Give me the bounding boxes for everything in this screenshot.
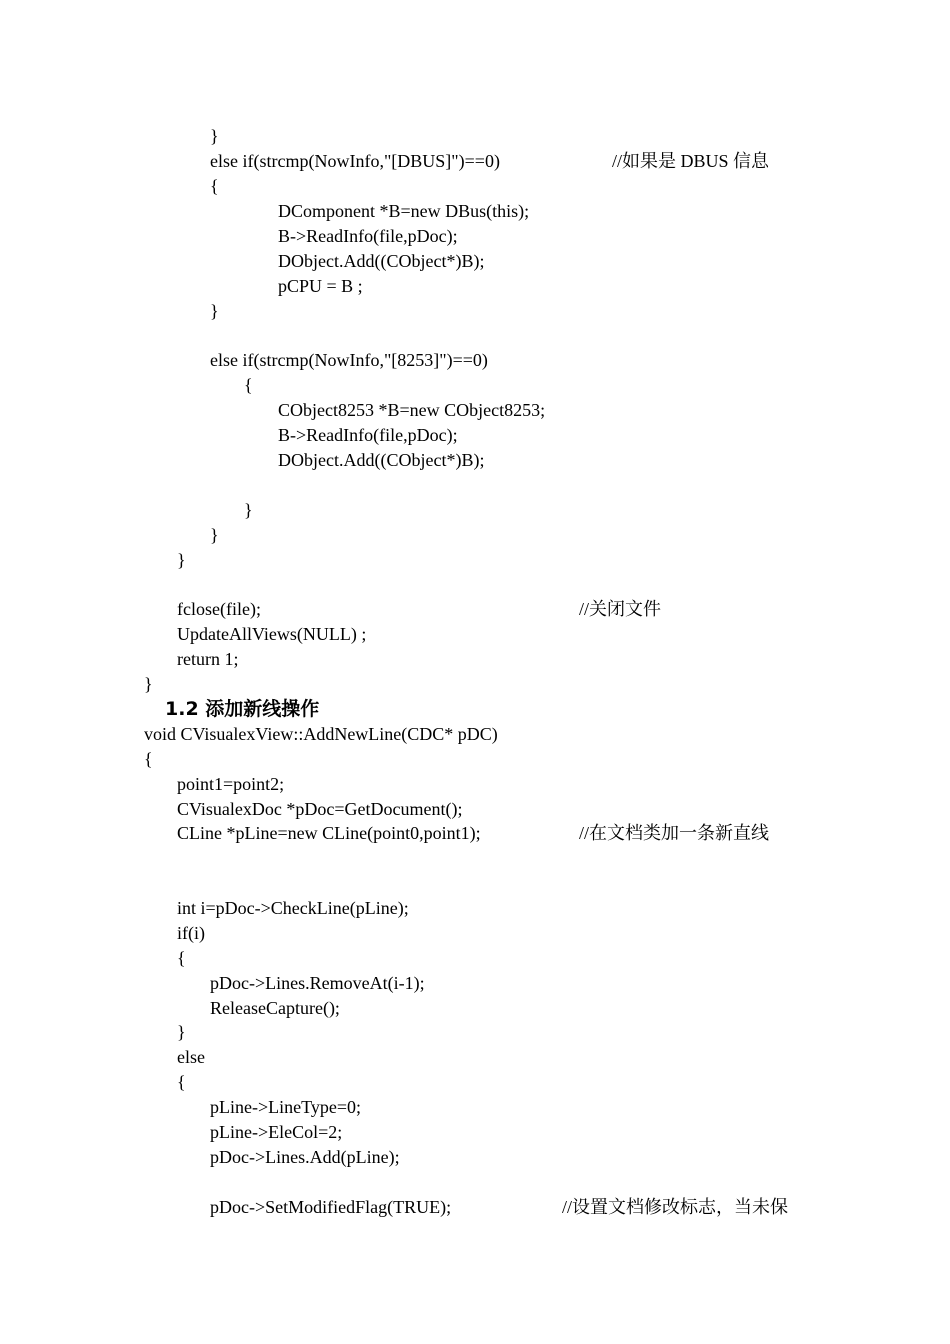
code-line: CObject8253 *B=new CObject8253; [278, 400, 546, 420]
code-line: { [144, 749, 153, 769]
code-line: else if(strcmp(NowInfo,"[8253]")==0) [210, 350, 488, 370]
code-line: pLine->EleCol=2; [210, 1122, 343, 1142]
code-comment: //如果是 DBUS 信息 [612, 151, 770, 171]
code-line: void CVisualexView::AddNewLine(CDC* pDC) [144, 724, 498, 744]
code-line: if(i) [177, 923, 205, 943]
code-line: return 1; [177, 649, 239, 669]
code-line: } [210, 126, 219, 146]
code-line: point1=point2; [177, 774, 285, 794]
code-line: pLine->LineType=0; [210, 1097, 361, 1117]
code-line: } [177, 1022, 186, 1042]
code-line: fclose(file); [177, 599, 261, 619]
code-line: } [177, 550, 186, 570]
code-line: { [177, 948, 186, 968]
code-line: pCPU = B ; [278, 276, 363, 296]
code-line: CLine *pLine=new CLine(point0,point1); [177, 823, 481, 843]
code-line: { [210, 176, 219, 196]
code-line: else if(strcmp(NowInfo,"[DBUS]")==0) [210, 151, 500, 171]
code-line: } [210, 301, 219, 321]
code-comment: //关闭文件 [579, 599, 662, 619]
code-line: UpdateAllViews(NULL) ; [177, 624, 367, 644]
code-line: int i=pDoc->CheckLine(pLine); [177, 898, 409, 918]
code-line: DObject.Add((CObject*)B); [278, 251, 485, 271]
code-line: { [177, 1072, 186, 1092]
code-line: } [244, 500, 253, 520]
section-heading: 1.2 添加新线操作 [165, 698, 320, 720]
code-line: { [244, 375, 253, 395]
code-line: else [177, 1047, 205, 1067]
code-line: pDoc->SetModifiedFlag(TRUE); [210, 1197, 452, 1217]
code-line: ReleaseCapture(); [210, 998, 340, 1018]
code-comment: //在文档类加一条新直线 [579, 823, 770, 843]
code-line: B->ReadInfo(file,pDoc); [278, 226, 458, 246]
code-line: DComponent *B=new DBus(this); [278, 201, 530, 221]
code-line: DObject.Add((CObject*)B); [278, 450, 485, 470]
code-line: } [210, 525, 219, 545]
code-line: } [144, 674, 153, 694]
code-line: pDoc->Lines.RemoveAt(i-1); [210, 973, 425, 993]
code-line: pDoc->Lines.Add(pLine); [210, 1147, 400, 1167]
code-line: B->ReadInfo(file,pDoc); [278, 425, 458, 445]
code-line: CVisualexDoc *pDoc=GetDocument(); [177, 799, 463, 819]
code-comment: //设置文档修改标志，当未保 [562, 1197, 789, 1217]
